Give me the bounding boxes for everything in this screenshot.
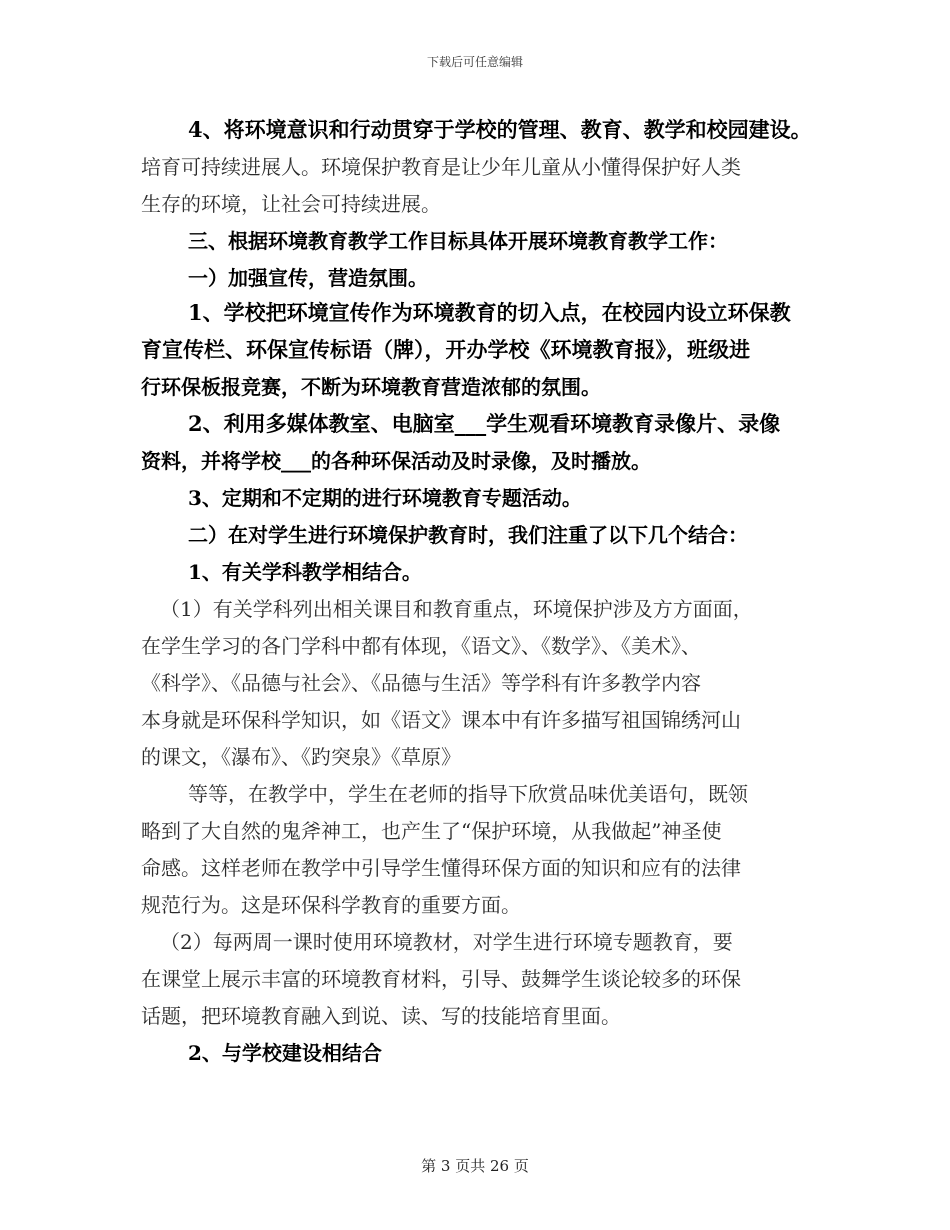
text-line: 略到了大自然的鬼斧神工，也产生了“保护环境，从我做起”神圣使 bbox=[141, 819, 722, 843]
text-line: 命感。这样老师在教学中引导学生懂得环保方面的知识和应有的法律 bbox=[141, 856, 741, 880]
header-note: 下载后可任意编辑 bbox=[426, 55, 523, 69]
text-line: 《科学》、《品德与社会》、《品德与生活》等学科有许多教学内容 bbox=[141, 671, 701, 695]
text-line: 育宣传栏、环保宣传标语（牌），开办学校《环境教育报》，班级进 bbox=[141, 337, 750, 362]
text-line: 等等，在教学中，学生在老师的指导下欣赏品味优美语句，既领 bbox=[188, 782, 748, 806]
text-line: 4、将环境意识和行动贯穿于学校的管理、教育、教学和校园建设。 bbox=[188, 117, 812, 142]
text-line: 1、有关学科教学相结合。 bbox=[188, 560, 422, 584]
text-line: 在学生学习的各门学科中都有体现，《语文》、《数学》、《美术》、 bbox=[141, 634, 701, 658]
text-line: 本身就是环保科学知识，如《语文》课本中有许多描写祖国锦绣河山 bbox=[141, 708, 741, 732]
text-line: 培育可持续进展人。环境保护教育是让少年儿童从小懂得保护好人类 bbox=[141, 155, 741, 179]
text-line: 话题，把环境教育融入到说、读、写的技能培育里面。 bbox=[141, 1004, 621, 1028]
text-line: 规范行为。这是环保科学教育的重要方面。 bbox=[141, 893, 521, 917]
text-line: 1、学校把环境宣传作为环境教育的切入点，在校园内设立环保教 bbox=[188, 300, 791, 325]
text-line: （1）有关学科列出相关课目和教育重点，环境保护涉及方方面面， bbox=[160, 597, 753, 621]
text-line: （2）每两周一课时使用环境教材，对学生进行环境专题教育，要 bbox=[160, 930, 733, 954]
page-number: 第 3 页共 26 页 bbox=[421, 1157, 529, 1175]
text-line: 在课堂上展示丰富的环境教育材料，引导、鼓舞学生谈论较多的环保 bbox=[141, 967, 741, 991]
text-line: 一）加强宣传，营造氛围。 bbox=[188, 266, 428, 290]
text-line: 3、定期和不定期的进行环境教育专题活动。 bbox=[188, 486, 582, 510]
text-line: 2、与学校建设相结合 bbox=[188, 1041, 382, 1065]
text-line: 生存的环境，让社会可持续进展。 bbox=[141, 192, 441, 216]
text-line: 的课文，《瀑布》、《趵突泉》《草原》 bbox=[141, 745, 461, 769]
text-line: 二）在对学生进行环境保护教育时，我们注重了以下几个结合： bbox=[188, 523, 748, 547]
text-line: 2、利用多媒体教室、电脑室___学生观看环境教育录像片、录像 bbox=[188, 411, 781, 436]
text-line: 三、根据环境教育教学工作目标具体开展环境教育教学工作： bbox=[188, 229, 728, 253]
text-line: 行环保板报竞赛，不断为环境教育营造浓郁的氛围。 bbox=[141, 375, 601, 399]
text-line: 资料，并将学校___的各种环保活动及时录像，及时播放。 bbox=[141, 449, 651, 473]
